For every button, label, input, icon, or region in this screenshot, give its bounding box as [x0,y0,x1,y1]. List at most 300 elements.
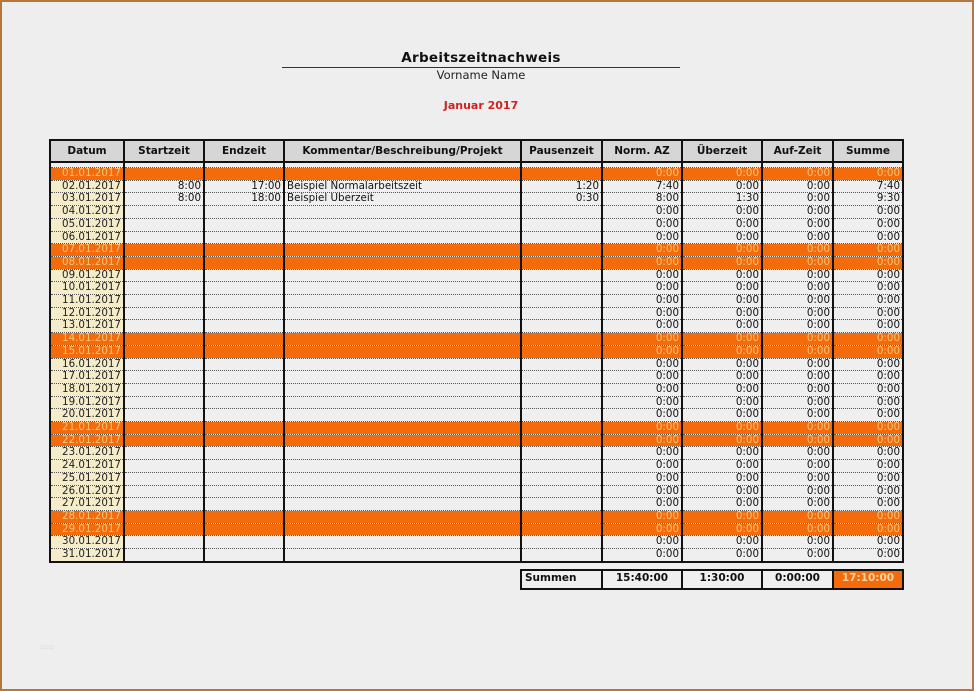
auf-zeit-cell[interactable]: 0:00 [762,460,833,473]
auf-zeit-cell[interactable]: 0:00 [762,485,833,498]
comment-cell[interactable] [284,523,521,536]
norm-az-cell[interactable]: 0:00 [602,510,682,523]
norm-az-cell[interactable]: 0:00 [602,396,682,409]
endzeit-cell[interactable] [204,523,284,536]
ueberzeit-cell[interactable]: 0:00 [682,422,762,435]
header-summe[interactable]: Summe [833,140,903,162]
header-startzeit[interactable]: Startzeit [124,140,204,162]
pausenzeit-cell[interactable] [521,510,602,523]
norm-az-cell[interactable]: 0:00 [602,256,682,269]
table-row [50,307,903,320]
table-row [50,472,903,485]
summe-cell[interactable]: 0:00 [833,244,903,257]
table-row [50,244,903,257]
norm-az-cell[interactable]: 0:00 [602,307,682,320]
auf-zeit-cell[interactable]: 0:00 [762,256,833,269]
pausenzeit-cell[interactable] [521,460,602,473]
comment-cell[interactable] [284,206,521,219]
summe-cell[interactable]: 0:00 [833,206,903,219]
comment-cell[interactable] [284,485,521,498]
norm-az-cell[interactable]: 8:00 [602,193,682,206]
comment-cell[interactable] [284,447,521,460]
ueberzeit-cell[interactable]: 0:00 [682,472,762,485]
norm-az-cell[interactable]: 0:00 [602,371,682,384]
pausenzeit-cell[interactable] [521,523,602,536]
startzeit-cell[interactable] [124,218,204,231]
summe-cell[interactable]: 0:00 [833,536,903,549]
pausenzeit-cell[interactable] [521,206,602,219]
table-row [50,371,903,384]
comment-cell[interactable] [284,307,521,320]
startzeit-cell[interactable] [124,244,204,257]
pausenzeit-cell[interactable] [521,345,602,358]
date-cell[interactable]: 06.01.2017 [50,231,124,244]
pausenzeit-cell[interactable] [521,371,602,384]
endzeit-cell[interactable] [204,295,284,308]
header-endzeit[interactable]: Endzeit [204,140,284,162]
comment-cell[interactable] [284,295,521,308]
summe-cell[interactable]: 0:00 [833,269,903,282]
startzeit-cell[interactable] [124,256,204,269]
ueberzeit-cell[interactable]: 1:30 [682,193,762,206]
comment-cell[interactable] [284,244,521,257]
ueberzeit-cell[interactable]: 0:00 [682,320,762,333]
norm-az-cell[interactable]: 0:00 [602,358,682,371]
startzeit-cell[interactable] [124,345,204,358]
norm-az-cell[interactable]: 7:40 [602,180,682,193]
comment-cell[interactable] [284,460,521,473]
header-ueberzeit[interactable]: Überzeit [682,140,762,162]
auf-zeit-cell[interactable]: 0:00 [762,358,833,371]
startzeit-cell[interactable] [124,498,204,511]
ueberzeit-cell[interactable]: 0:00 [682,523,762,536]
date-cell[interactable]: 29.01.2017 [50,523,124,536]
norm-az-cell[interactable]: 0:00 [602,549,682,562]
auf-zeit-cell[interactable]: 0:00 [762,523,833,536]
comment-cell[interactable] [284,358,521,371]
ueberzeit-cell[interactable]: 0:00 [682,231,762,244]
summe-cell[interactable]: 0:00 [833,498,903,511]
endzeit-cell[interactable] [204,447,284,460]
auf-zeit-cell[interactable]: 0:00 [762,269,833,282]
pausenzeit-cell[interactable] [521,307,602,320]
comment-cell[interactable] [284,472,521,485]
endzeit-cell[interactable] [204,256,284,269]
header-kommentar[interactable]: Kommentar/Beschreibung/Projekt [284,140,521,162]
date-cell[interactable]: 13.01.2017 [50,320,124,333]
table-row [50,218,903,231]
endzeit-cell[interactable] [204,371,284,384]
comment-cell[interactable] [284,256,521,269]
summe-cell[interactable]: 0:00 [833,295,903,308]
summe-cell[interactable]: 9:30 [833,193,903,206]
date-cell[interactable]: 05.01.2017 [50,218,124,231]
startzeit-cell[interactable] [124,485,204,498]
startzeit-cell[interactable] [124,358,204,371]
ueberzeit-cell[interactable]: 0:00 [682,383,762,396]
norm-az-cell[interactable]: 0:00 [602,244,682,257]
pausenzeit-cell[interactable] [521,498,602,511]
auf-zeit-cell[interactable]: 0:00 [762,244,833,257]
pausenzeit-cell[interactable] [521,231,602,244]
summe-cell[interactable]: 0:00 [833,282,903,295]
startzeit-cell[interactable] [124,333,204,346]
summe-cell[interactable]: 0:00 [833,218,903,231]
total-summe[interactable]: 17:10:00 [833,570,903,589]
summe-cell[interactable]: 0:00 [833,485,903,498]
ueberzeit-cell[interactable]: 0:00 [682,244,762,257]
comment-cell[interactable] [284,498,521,511]
pausenzeit-cell[interactable] [521,218,602,231]
comment-cell[interactable] [284,320,521,333]
date-cell[interactable]: 14.01.2017 [50,333,124,346]
pausenzeit-cell[interactable] [521,244,602,257]
endzeit-cell[interactable] [204,549,284,562]
auf-zeit-cell[interactable]: 0:00 [762,447,833,460]
auf-zeit-cell[interactable]: 0:00 [762,422,833,435]
startzeit-cell[interactable] [124,269,204,282]
startzeit-cell[interactable] [124,307,204,320]
comment-cell[interactable] [284,168,521,181]
pausenzeit-cell[interactable] [521,358,602,371]
pausenzeit-cell[interactable] [521,320,602,333]
summe-cell[interactable]: 0:00 [833,460,903,473]
pausenzeit-cell[interactable] [521,333,602,346]
norm-az-cell[interactable]: 0:00 [602,333,682,346]
date-cell[interactable]: 22.01.2017 [50,434,124,447]
date-cell[interactable]: 17.01.2017 [50,371,124,384]
endzeit-cell[interactable] [204,422,284,435]
ueberzeit-cell[interactable]: 0:00 [682,168,762,181]
auf-zeit-cell[interactable]: 0:00 [762,218,833,231]
comment-cell[interactable] [284,510,521,523]
endzeit-cell[interactable] [204,460,284,473]
norm-az-cell[interactable]: 0:00 [602,206,682,219]
startzeit-cell[interactable] [124,536,204,549]
summe-cell[interactable]: 0:00 [833,371,903,384]
auf-zeit-cell[interactable]: 0:00 [762,409,833,422]
norm-az-cell[interactable]: 0:00 [602,218,682,231]
endzeit-cell[interactable] [204,345,284,358]
date-cell[interactable]: 01.01.2017 [50,168,124,181]
endzeit-cell[interactable] [204,536,284,549]
comment-cell[interactable] [284,231,521,244]
date-cell[interactable]: 04.01.2017 [50,206,124,219]
norm-az-cell[interactable]: 0:00 [602,295,682,308]
comment-cell[interactable] [284,371,521,384]
endzeit-cell[interactable] [204,218,284,231]
comment-cell[interactable] [284,422,521,435]
summe-cell[interactable]: 0:00 [833,447,903,460]
comment-cell[interactable] [284,549,521,562]
pausenzeit-cell[interactable] [521,168,602,181]
norm-az-cell[interactable]: 0:00 [602,460,682,473]
pausenzeit-cell[interactable] [521,536,602,549]
startzeit-cell[interactable] [124,447,204,460]
auf-zeit-cell[interactable]: 0:00 [762,307,833,320]
summe-cell[interactable]: 0:00 [833,231,903,244]
comment-cell[interactable] [284,409,521,422]
ueberzeit-cell[interactable]: 0:00 [682,218,762,231]
endzeit-cell[interactable] [204,498,284,511]
comment-cell[interactable] [284,383,521,396]
ueberzeit-cell[interactable]: 0:00 [682,295,762,308]
pausenzeit-cell[interactable] [521,295,602,308]
endzeit-cell[interactable] [204,409,284,422]
endzeit-cell[interactable]: 17:00 [204,180,284,193]
pausenzeit-cell[interactable] [521,472,602,485]
endzeit-cell[interactable] [204,206,284,219]
endzeit-cell[interactable] [204,396,284,409]
pausenzeit-cell[interactable]: 0:30 [521,193,602,206]
startzeit-cell[interactable] [124,549,204,562]
startzeit-cell[interactable] [124,409,204,422]
ueberzeit-cell[interactable]: 0:00 [682,371,762,384]
pausenzeit-cell[interactable] [521,269,602,282]
startzeit-cell[interactable] [124,434,204,447]
startzeit-cell[interactable] [124,295,204,308]
date-cell[interactable]: 15.01.2017 [50,345,124,358]
pausenzeit-cell[interactable] [521,409,602,422]
auf-zeit-cell[interactable]: 0:00 [762,231,833,244]
auf-zeit-cell[interactable]: 0:00 [762,383,833,396]
comment-cell[interactable] [284,269,521,282]
comment-cell[interactable]: Beispiel Normalarbeitszeit [284,180,521,193]
header-pausenzeit[interactable]: Pausenzeit [521,140,602,162]
startzeit-cell[interactable] [124,371,204,384]
table-row [50,536,903,549]
total-norm-az[interactable]: 15:40:00 [602,570,682,589]
auf-zeit-cell[interactable]: 0:00 [762,282,833,295]
endzeit-cell[interactable] [204,231,284,244]
startzeit-cell[interactable]: 8:00 [124,180,204,193]
pausenzeit-cell[interactable] [521,485,602,498]
endzeit-cell[interactable] [204,333,284,346]
pausenzeit-cell[interactable] [521,422,602,435]
summe-cell[interactable]: 0:00 [833,345,903,358]
pausenzeit-cell[interactable] [521,447,602,460]
endzeit-cell[interactable] [204,282,284,295]
ueberzeit-cell[interactable]: 0:00 [682,498,762,511]
auf-zeit-cell[interactable]: 0:00 [762,320,833,333]
norm-az-cell[interactable]: 0:00 [602,345,682,358]
pausenzeit-cell[interactable] [521,256,602,269]
date-cell[interactable]: 09.01.2017 [50,269,124,282]
comment-cell[interactable]: Beispiel Überzeit [284,193,521,206]
startzeit-cell[interactable] [124,231,204,244]
date-cell[interactable]: 23.01.2017 [50,447,124,460]
table-row [50,282,903,295]
startzeit-cell[interactable] [124,206,204,219]
summe-cell[interactable]: 0:00 [833,383,903,396]
summe-cell[interactable]: 0:00 [833,256,903,269]
date-cell[interactable]: 03.01.2017 [50,193,124,206]
startzeit-cell[interactable] [124,396,204,409]
endzeit-cell[interactable] [204,244,284,257]
summe-cell[interactable]: 0:00 [833,358,903,371]
date-cell[interactable]: 30.01.2017 [50,536,124,549]
norm-az-cell[interactable]: 0:00 [602,434,682,447]
startzeit-cell[interactable] [124,168,204,181]
endzeit-cell[interactable] [204,510,284,523]
ueberzeit-cell[interactable]: 0:00 [682,256,762,269]
auf-zeit-cell[interactable]: 0:00 [762,193,833,206]
summe-cell[interactable]: 0:00 [833,549,903,562]
ueberzeit-cell[interactable]: 0:00 [682,510,762,523]
norm-az-cell[interactable]: 0:00 [602,472,682,485]
endzeit-cell[interactable] [204,485,284,498]
startzeit-cell[interactable] [124,460,204,473]
date-cell[interactable]: 25.01.2017 [50,472,124,485]
total-ueberzeit[interactable]: 1:30:00 [682,570,762,589]
endzeit-cell[interactable] [204,269,284,282]
auf-zeit-cell[interactable]: 0:00 [762,371,833,384]
date-cell[interactable]: 10.01.2017 [50,282,124,295]
comment-cell[interactable] [284,434,521,447]
summe-cell[interactable]: 0:00 [833,472,903,485]
startzeit-cell[interactable] [124,422,204,435]
comment-cell[interactable] [284,218,521,231]
ueberzeit-cell[interactable]: 0:00 [682,460,762,473]
auf-zeit-cell[interactable]: 0:00 [762,295,833,308]
header-auf-zeit[interactable]: Auf-Zeit [762,140,833,162]
summe-cell[interactable]: 0:00 [833,434,903,447]
startzeit-cell[interactable] [124,282,204,295]
date-cell[interactable]: 20.01.2017 [50,409,124,422]
auf-zeit-cell[interactable]: 0:00 [762,472,833,485]
ueberzeit-cell[interactable]: 0:00 [682,345,762,358]
date-cell[interactable]: 31.01.2017 [50,549,124,562]
ueberzeit-cell[interactable]: 0:00 [682,549,762,562]
startzeit-cell[interactable] [124,472,204,485]
endzeit-cell[interactable] [204,434,284,447]
ueberzeit-cell[interactable]: 0:00 [682,282,762,295]
norm-az-cell[interactable]: 0:00 [602,409,682,422]
norm-az-cell[interactable]: 0:00 [602,320,682,333]
ueberzeit-cell[interactable]: 0:00 [682,333,762,346]
date-cell[interactable]: 18.01.2017 [50,383,124,396]
comment-cell[interactable] [284,333,521,346]
pausenzeit-cell[interactable] [521,383,602,396]
summe-cell[interactable]: 7:40 [833,180,903,193]
auf-zeit-cell[interactable]: 0:00 [762,434,833,447]
auf-zeit-cell[interactable]: 0:00 [762,180,833,193]
startzeit-cell[interactable] [124,320,204,333]
comment-cell[interactable] [284,345,521,358]
summe-cell[interactable]: 0:00 [833,168,903,181]
norm-az-cell[interactable]: 0:00 [602,536,682,549]
date-cell[interactable]: 08.01.2017 [50,256,124,269]
pausenzeit-cell[interactable] [521,434,602,447]
auf-zeit-cell[interactable]: 0:00 [762,498,833,511]
date-cell[interactable]: 12.01.2017 [50,307,124,320]
auf-zeit-cell[interactable]: 0:00 [762,536,833,549]
ueberzeit-cell[interactable]: 0:00 [682,206,762,219]
header-datum[interactable]: Datum [50,140,124,162]
date-cell[interactable]: 26.01.2017 [50,485,124,498]
norm-az-cell[interactable]: 0:00 [602,231,682,244]
date-cell[interactable]: 21.01.2017 [50,422,124,435]
endzeit-cell[interactable] [204,168,284,181]
summe-cell[interactable]: 0:00 [833,307,903,320]
norm-az-cell[interactable]: 0:00 [602,523,682,536]
ueberzeit-cell[interactable]: 0:00 [682,307,762,320]
pausenzeit-cell[interactable]: 1:20 [521,180,602,193]
startzeit-cell[interactable]: 8:00 [124,193,204,206]
comment-cell[interactable] [284,282,521,295]
norm-az-cell[interactable]: 0:00 [602,485,682,498]
header-norm-az[interactable]: Norm. AZ [602,140,682,162]
endzeit-cell[interactable] [204,358,284,371]
startzeit-cell[interactable] [124,523,204,536]
date-cell[interactable]: 02.01.2017 [50,180,124,193]
date-cell[interactable]: 27.01.2017 [50,498,124,511]
date-cell[interactable]: 07.01.2017 [50,244,124,257]
norm-az-cell[interactable]: 0:00 [602,269,682,282]
auf-zeit-cell[interactable]: 0:00 [762,549,833,562]
ueberzeit-cell[interactable]: 0:00 [682,396,762,409]
pausenzeit-cell[interactable] [521,396,602,409]
norm-az-cell[interactable]: 0:00 [602,168,682,181]
endzeit-cell[interactable] [204,320,284,333]
summe-cell[interactable]: 0:00 [833,320,903,333]
date-cell[interactable]: 16.01.2017 [50,358,124,371]
ueberzeit-cell[interactable]: 0:00 [682,434,762,447]
norm-az-cell[interactable]: 0:00 [602,422,682,435]
auf-zeit-cell[interactable]: 0:00 [762,206,833,219]
endzeit-cell[interactable] [204,472,284,485]
norm-az-cell[interactable]: 0:00 [602,447,682,460]
norm-az-cell[interactable]: 0:00 [602,498,682,511]
ueberzeit-cell[interactable]: 0:00 [682,358,762,371]
auf-zeit-cell[interactable]: 0:00 [762,168,833,181]
endzeit-cell[interactable] [204,383,284,396]
table-row [50,345,903,358]
norm-az-cell[interactable]: 0:00 [602,282,682,295]
ueberzeit-cell[interactable]: 0:00 [682,409,762,422]
summe-cell[interactable]: 0:00 [833,409,903,422]
ueberzeit-cell[interactable]: 0:00 [682,536,762,549]
ueberzeit-cell[interactable]: 0:00 [682,269,762,282]
norm-az-cell[interactable]: 0:00 [602,383,682,396]
comment-cell[interactable] [284,396,521,409]
endzeit-cell[interactable]: 18:00 [204,193,284,206]
auf-zeit-cell[interactable]: 0:00 [762,510,833,523]
comment-cell[interactable] [284,536,521,549]
ueberzeit-cell[interactable]: 0:00 [682,485,762,498]
startzeit-cell[interactable] [124,510,204,523]
summe-cell[interactable]: 0:00 [833,396,903,409]
summe-cell[interactable]: 0:00 [833,422,903,435]
auf-zeit-cell[interactable]: 0:00 [762,396,833,409]
date-cell[interactable]: 19.01.2017 [50,396,124,409]
endzeit-cell[interactable] [204,307,284,320]
date-cell[interactable]: 28.01.2017 [50,510,124,523]
auf-zeit-cell[interactable]: 0:00 [762,333,833,346]
pausenzeit-cell[interactable] [521,549,602,562]
auf-zeit-cell[interactable]: 0:00 [762,345,833,358]
summe-cell[interactable]: 0:00 [833,333,903,346]
startzeit-cell[interactable] [124,383,204,396]
ueberzeit-cell[interactable]: 0:00 [682,180,762,193]
summe-cell[interactable]: 0:00 [833,510,903,523]
pausenzeit-cell[interactable] [521,282,602,295]
date-cell[interactable]: 11.01.2017 [50,295,124,308]
summe-cell[interactable]: 0:00 [833,523,903,536]
date-cell[interactable]: 24.01.2017 [50,460,124,473]
total-auf-zeit[interactable]: 0:00:00 [762,570,833,589]
ueberzeit-cell[interactable]: 0:00 [682,447,762,460]
